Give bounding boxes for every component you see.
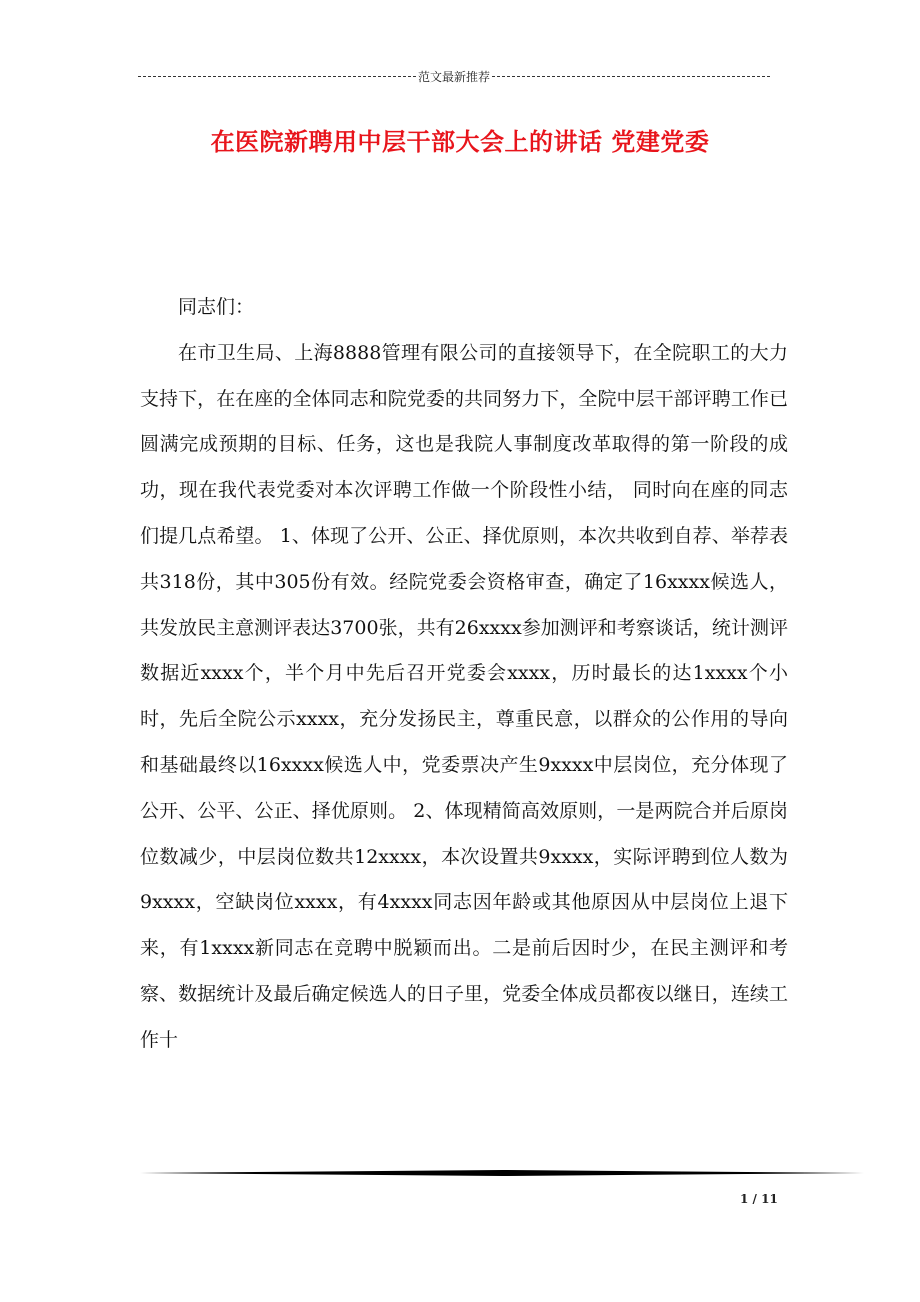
header-dash-left (138, 76, 416, 77)
footer-rule (140, 1168, 864, 1178)
document-title: 在医院新聘用中层干部大会上的讲话 党建党委 (210, 127, 710, 156)
header-dash-right (492, 76, 770, 77)
salutation: 同志们： (178, 296, 255, 318)
document-body (140, 285, 788, 1064)
body-paragraph: 在市卫生局、上海8888管理有限公司的直接领导下，在全院职工的大力支持下，在在座的全体同志和院党委的共同努力下，全院中层干部评聘工作已圆满完成预期的目标、任务，这也是我院人事制度改革取得的第一阶段的成功，现在我代表党委对本次评聘工作做一个阶段性小结， 同时向在座的同志们提几点希望。 1、体现了公开、公正、择优原则，本次共收到自荐、举荐表共318份，其中305份有效。经院党委会资格审查，确定了16xxxx候选人，共发放民主意测评表达3700张，共有26xxxx参加测评和考察谈话，统计测评数据近xxxx个，半个月中先后召开党委会xxxx，历时最长的达1xxxx个小时，先后全院公示xxxx，充分发扬民主，尊重民意，以群众的公作用的导向和基础最终以16xxxx候选人中，党委票决产生9xxxx中层岗位，充分体现了公开、公平、公正、择优原则。 2、体现精简高效原则，一是两院合并后原岗位数减少，中层岗位数共12xxxx，本次设置共9xxxx，实际评聘到位人数为9xxxx，空缺岗位xxxx，有4xxxx同志因年龄或其他原因从中层岗位上退下来，有1xxxx新同志在竞聘中脱颖而出。二是前后因时少，在民主测评和考察、数据统计及最后确定候选人的日子里，党委全体成员都夜以继日，连续工作十 (140, 341, 788, 1051)
footer-rule-line (140, 1168, 864, 1178)
page-number: 1 / 11 (740, 1192, 778, 1206)
header-line (138, 64, 770, 88)
header-label: 范文最新推荐 (418, 69, 491, 84)
